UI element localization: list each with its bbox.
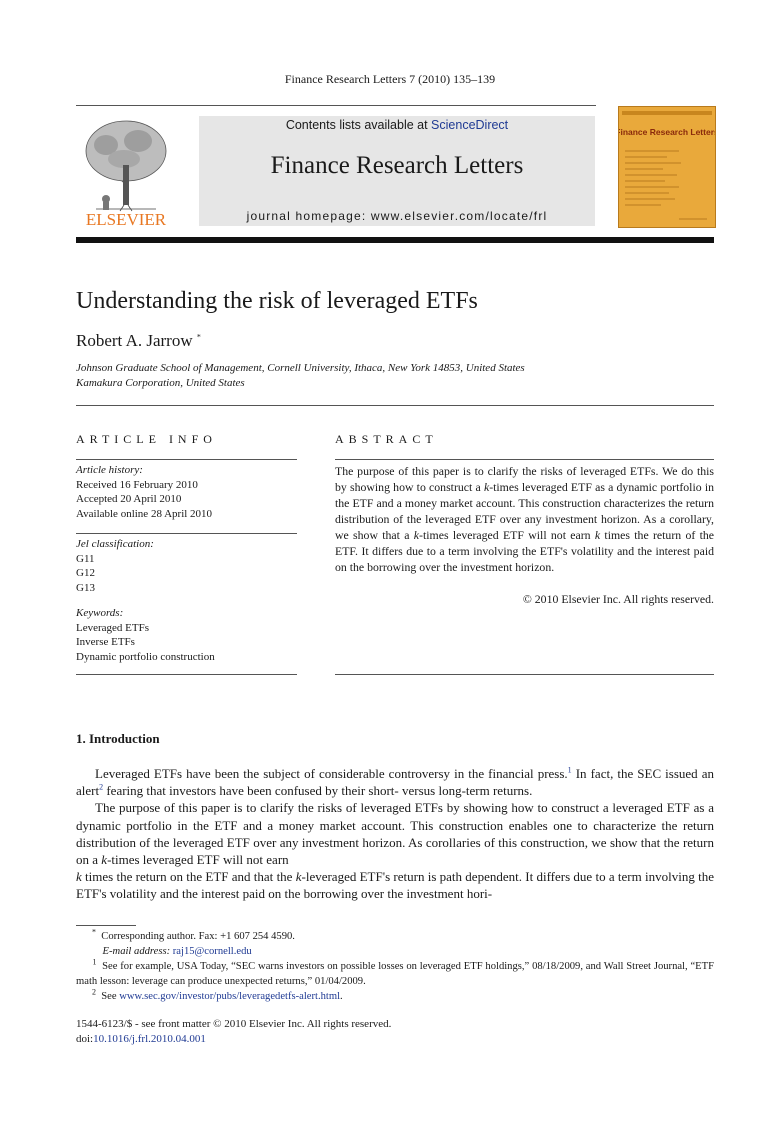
jel-code: G12 — [76, 567, 95, 579]
abstract-copyright: © 2010 Elsevier Inc. All rights reserved. — [522, 592, 714, 606]
history-label: Article history: — [76, 464, 143, 476]
body-text — [76, 765, 714, 903]
keywords-label: Keywords: — [76, 607, 124, 619]
abstract-heading: ABSTRACT — [335, 432, 438, 446]
article-history — [76, 463, 212, 521]
keyword: Leveraged ETFs — [76, 621, 149, 634]
elsevier-logo — [76, 115, 176, 227]
keyword: Dynamic portfolio construction — [76, 650, 215, 663]
footnotes — [76, 929, 714, 1004]
journal-name: Finance Research Letters — [270, 152, 524, 179]
author-name: Robert A. Jarrow — [76, 331, 193, 350]
footnote-2: $^2$ See www.sec.gov/investor/pubs/leveragedetfs-alert.html. — [91, 987, 343, 1002]
header-thick-rule — [76, 237, 714, 243]
footnote-corresponding: * Corresponding author. Fax: +1 607 254 4590. — [91, 927, 295, 942]
divider — [335, 459, 714, 460]
divider — [76, 459, 297, 460]
author — [76, 331, 201, 351]
keyword: Inverse ETFs — [76, 636, 135, 648]
footnote-1: $^1$ See for example, USA Today, “SEC warns investors on possible losses on leveraged ETF holdings,” 08/18/2009, and Wall Street Journal, “ETF math lesson: leverage can produce unexpected returns,” 01/04/2009. — [76, 957, 715, 987]
history-entry: Accepted 20 April 2010 — [76, 493, 182, 505]
affiliations — [76, 361, 525, 390]
journal-homepage[interactable]: journal homepage: www.elsevier.com/locate/frl — [246, 209, 548, 223]
section-heading: 1. Introduction — [76, 731, 160, 746]
issn-line: 1544-6123/$ - see front matter © 2010 Elsevier Inc. All rights reserved. — [76, 1018, 392, 1030]
divider — [76, 674, 297, 675]
corresponding-author-mark[interactable]: * — [196, 332, 201, 342]
footnote-rule — [76, 925, 136, 926]
sciencedirect-link[interactable]: ScienceDirect — [431, 118, 509, 132]
footnote-email: E-mail address: raj15@cornell.edu — [102, 946, 252, 957]
divider — [76, 533, 297, 534]
divider — [76, 405, 714, 406]
history-entry: Received 16 February 2010 — [76, 478, 198, 491]
journal-reference: Finance Research Letters 7 (2010) 135–139 — [284, 72, 496, 86]
jel-classification — [76, 537, 154, 595]
footnote-ref[interactable]: 2 — [99, 782, 104, 792]
article-title: Understanding the risk of leveraged ETFs — [76, 288, 478, 314]
jel-code: G13 — [76, 581, 95, 594]
journal-cover-image — [618, 106, 716, 228]
jel-label: Jel classification: — [76, 538, 154, 550]
jel-code: G11 — [76, 552, 95, 565]
email-link[interactable]: raj15@cornell.edu — [172, 946, 252, 957]
history-entry: Available online 28 April 2010 — [76, 507, 213, 520]
paragraph: The purpose of this paper is to clarify the risks of leveraged ETFs by showing how to construct a leveraged ETF as a dynamic portfolio in the ETF and a money market account. This construction enables one to characterize the return distribution of the leveraged ETF over any investment horizon. As corollaries of this construction, we show that the return on a k-times leveraged ETF will not earn k times the return on the ETF and that the k-leveraged ETF's return is path dependent. It differs due to a term involving the ETF's volatility and the interest paid on the borrowing over the investment hori- — [76, 800, 714, 902]
contents-prefix: Contents lists available at — [285, 118, 432, 132]
affiliation: Johnson Graduate School of Management, Cornell University, Ithaca, New York 14853, United States — [76, 362, 525, 374]
front-matter-info — [76, 1017, 391, 1047]
footnote-ref[interactable]: 1 — [567, 765, 572, 775]
paragraph: Leveraged ETFs have been the subject of considerable controversy in the financial press.$^1$ In fact, the SEC issued an alert$^2$ fearing that investors have been confused by their short- versus long-term returns. — [76, 765, 714, 799]
affiliation: Kamakura Corporation, United States — [76, 376, 245, 389]
abstract-text: The purpose of this paper is to clarify the risks of leveraged ETFs. We do this by showing how to construct a k-times leveraged ETF as a dynamic portfolio in the ETF and a money market account. This construction characterizes the return distribution of the leveraged ETF over any investment horizon. As a corollary, we show that a k-times leveraged ETF will not earn k times the return of the ETF. It differs due to a term involving the ETF's volatility and the interest paid on the borrowing over the investment horizon. — [335, 464, 715, 574]
article-info-heading: ARTICLE INFO — [76, 432, 217, 446]
header-top-rule — [76, 105, 596, 106]
publisher-wordmark: ELSEVIER — [85, 210, 167, 227]
elsevier-tree-icon — [76, 115, 176, 227]
sec-alert-link[interactable]: www.sec.gov/investor/pubs/leveragedetfs-alert.html — [119, 991, 341, 1002]
divider — [335, 674, 714, 675]
cover-title: Finance Research Letters — [619, 127, 715, 137]
keywords — [76, 606, 215, 664]
doi-line: doi:10.1016/j.frl.2010.04.001 — [76, 1033, 206, 1045]
doi-link[interactable]: 10.1016/j.frl.2010.04.001 — [93, 1033, 206, 1045]
contents-availability — [199, 118, 595, 132]
